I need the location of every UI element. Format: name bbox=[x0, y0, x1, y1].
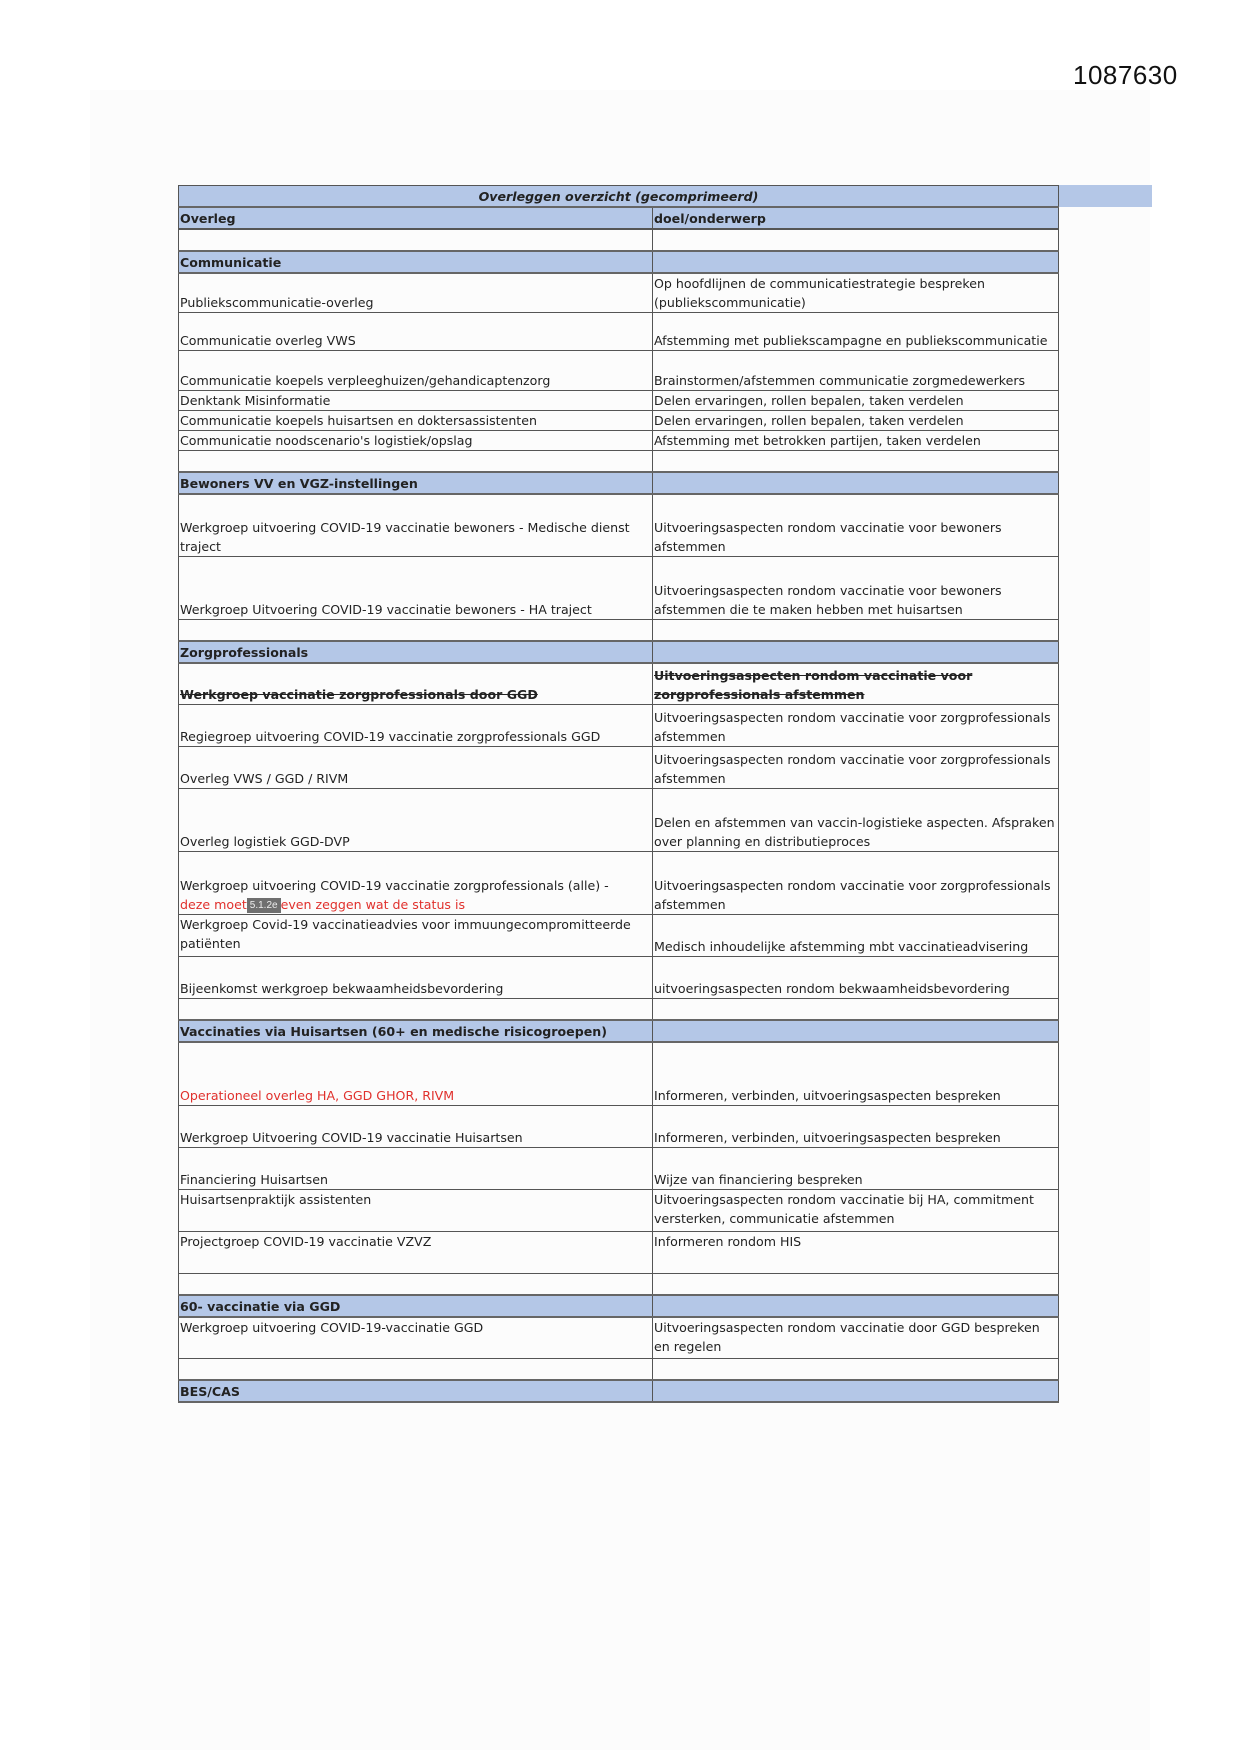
table-row bbox=[179, 556, 1059, 619]
section-title: Bewoners VV en VGZ-instellingen bbox=[179, 472, 653, 494]
doel-cell: Uitvoeringsaspecten rondom vaccinatie door GGD bespreken en regelen bbox=[653, 1317, 1059, 1359]
table-title-row bbox=[179, 186, 1059, 208]
overleg-cell: Projectgroep COVID-19 vaccinatie VZVZ bbox=[179, 1231, 653, 1273]
overleg-cell: Huisartsenpraktijk assistenten bbox=[179, 1189, 653, 1231]
status-note-continued: even zeggen wat de status is bbox=[280, 897, 466, 912]
table-row bbox=[179, 852, 1059, 915]
overleg-cell: Overleg VWS / GGD / RIVM bbox=[179, 747, 653, 789]
doel-cell: Medisch inhoudelijke afstemming mbt vaccinatieadvisering bbox=[653, 915, 1059, 957]
doel-cell: Delen ervaringen, rollen bepalen, taken verdelen bbox=[653, 411, 1059, 431]
overleg-text: Werkgroep uitvoering COVID-19 vaccinatie zorgprofessionals (alle) - bbox=[180, 878, 609, 893]
overleg-cell: Werkgroep uitvoering COVID-19 vaccinatie bewoners - Medische dienst traject bbox=[179, 494, 653, 556]
doel-cell: Uitvoeringsaspecten rondom vaccinatie voor zorgprofessionals afstemmen bbox=[653, 852, 1059, 915]
section-title: BES/CAS bbox=[179, 1380, 653, 1402]
table-row bbox=[179, 431, 1059, 451]
doel-cell: Informeren rondom HIS bbox=[653, 1231, 1059, 1273]
overleg-cell: Werkgroep Uitvoering COVID-19 vaccinatie bewoners - HA traject bbox=[179, 556, 653, 619]
empty-row bbox=[179, 619, 1059, 641]
section-title: Communicatie bbox=[179, 251, 653, 273]
doel-cell: Uitvoeringsaspecten rondom vaccinatie voor zorgprofessionals afstemmen bbox=[653, 747, 1059, 789]
doel-cell: Afstemming met betrokken partijen, taken verdelen bbox=[653, 431, 1059, 451]
table-row bbox=[179, 1105, 1059, 1147]
table-row bbox=[179, 411, 1059, 431]
overleg-cell: Overleg logistiek GGD-DVP bbox=[179, 789, 653, 852]
empty-row bbox=[179, 1359, 1059, 1381]
overleg-cell: Werkgroep Uitvoering COVID-19 vaccinatie Huisartsen bbox=[179, 1105, 653, 1147]
table-row bbox=[179, 1042, 1059, 1105]
doel-cell: Uitvoeringsaspecten rondom vaccinatie voor zorgprofessionals afstemmen bbox=[653, 663, 1059, 705]
overleg-cell bbox=[179, 852, 653, 915]
overleg-cell: Denktank Misinformatie bbox=[179, 391, 653, 411]
table-row bbox=[179, 273, 1059, 313]
table-row bbox=[179, 957, 1059, 999]
overleg-cell: Bijeenkomst werkgroep bekwaamheidsbevordering bbox=[179, 957, 653, 999]
overleg-cell: Publiekscommunicatie-overleg bbox=[179, 273, 653, 313]
section-header-communicatie bbox=[179, 251, 1059, 273]
table-row bbox=[179, 1147, 1059, 1189]
overleg-cell: Operationeel overleg HA, GGD GHOR, RIVM bbox=[179, 1042, 653, 1105]
redaction-marker: 5.1.2e bbox=[247, 898, 281, 913]
overleg-cell: Financiering Huisartsen bbox=[179, 1147, 653, 1189]
doel-cell: Afstemming met publiekscampagne en publiekscommunicatie bbox=[653, 313, 1059, 351]
section-header-zorgprofessionals bbox=[179, 641, 1059, 663]
overview-table bbox=[178, 185, 1059, 1403]
table-row bbox=[179, 1231, 1059, 1273]
empty-row bbox=[179, 1273, 1059, 1295]
table-row bbox=[179, 705, 1059, 747]
doel-cell: Informeren, verbinden, uitvoeringsaspecten bespreken bbox=[653, 1042, 1059, 1105]
table-row bbox=[179, 1189, 1059, 1231]
overleg-cell: Communicatie koepels verpleeghuizen/gehandicaptenzorg bbox=[179, 351, 653, 391]
table-row bbox=[179, 494, 1059, 556]
overleg-cell: Werkgroep Covid-19 vaccinatieadvies voor immuungecompromitteerde patiënten bbox=[179, 915, 653, 957]
doel-cell: Uitvoeringsaspecten rondom vaccinatie voor zorgprofessionals afstemmen bbox=[653, 705, 1059, 747]
overleg-cell: Communicatie koepels huisartsen en doktersassistenten bbox=[179, 411, 653, 431]
doel-cell: Informeren, verbinden, uitvoeringsaspecten bespreken bbox=[653, 1105, 1059, 1147]
table-row bbox=[179, 1317, 1059, 1359]
doel-cell: Wijze van financiering bespreken bbox=[653, 1147, 1059, 1189]
section-title: Zorgprofessionals bbox=[179, 641, 653, 663]
table-row-struck bbox=[179, 663, 1059, 705]
section-header-bewoners bbox=[179, 472, 1059, 494]
column-header-overleg: Overleg bbox=[179, 207, 653, 229]
column-header-row bbox=[179, 207, 1059, 229]
table-row bbox=[179, 351, 1059, 391]
table-row bbox=[179, 789, 1059, 852]
doel-cell: Uitvoeringsaspecten rondom vaccinatie voor bewoners afstemmen die te maken hebben met huisartsen bbox=[653, 556, 1059, 619]
section-title: 60- vaccinatie via GGD bbox=[179, 1295, 653, 1317]
table-row bbox=[179, 747, 1059, 789]
column-header-doel: doel/onderwerp bbox=[653, 207, 1059, 229]
doel-cell: Uitvoeringsaspecten rondom vaccinatie voor bewoners afstemmen bbox=[653, 494, 1059, 556]
overleg-cell: Communicatie noodscenario's logistiek/opslag bbox=[179, 431, 653, 451]
empty-row bbox=[179, 999, 1059, 1021]
empty-row bbox=[179, 451, 1059, 473]
document-number: 1087630 bbox=[1073, 60, 1178, 90]
table-row bbox=[179, 391, 1059, 411]
title-row-extension bbox=[1058, 185, 1152, 207]
table-row bbox=[179, 313, 1059, 351]
doel-cell: Delen en afstemmen van vaccin-logistieke aspecten. Afspraken over planning en distributieproces bbox=[653, 789, 1059, 852]
overleg-cell: Communicatie overleg VWS bbox=[179, 313, 653, 351]
doel-cell: Uitvoeringsaspecten rondom vaccinatie bij HA, commitment versterken, communicatie afstemmen bbox=[653, 1189, 1059, 1231]
section-title: Vaccinaties via Huisartsen (60+ en medische risicogroepen) bbox=[179, 1020, 653, 1042]
table-title: Overleggen overzicht (gecomprimeerd) bbox=[179, 186, 1059, 208]
section-header-huisartsen bbox=[179, 1020, 1059, 1042]
section-header-60min-ggd bbox=[179, 1295, 1059, 1317]
empty-row bbox=[179, 229, 1059, 251]
overleg-cell: Werkgroep vaccinatie zorgprofessionals door GGD bbox=[179, 663, 653, 705]
section-header-bes-cas bbox=[179, 1380, 1059, 1402]
doel-cell: Op hoofdlijnen de communicatiestrategie bespreken (publiekscommunicatie) bbox=[653, 273, 1059, 313]
status-note: deze moet bbox=[180, 897, 247, 912]
doel-cell: uitvoeringsaspecten rondom bekwaamheidsbevordering bbox=[653, 957, 1059, 999]
overleg-cell: Werkgroep uitvoering COVID-19-vaccinatie GGD bbox=[179, 1317, 653, 1359]
doel-cell: Delen ervaringen, rollen bepalen, taken verdelen bbox=[653, 391, 1059, 411]
table-row bbox=[179, 915, 1059, 957]
overleg-cell: Regiegroep uitvoering COVID-19 vaccinatie zorgprofessionals GGD bbox=[179, 705, 653, 747]
doel-cell: Brainstormen/afstemmen communicatie zorgmedewerkers bbox=[653, 351, 1059, 391]
